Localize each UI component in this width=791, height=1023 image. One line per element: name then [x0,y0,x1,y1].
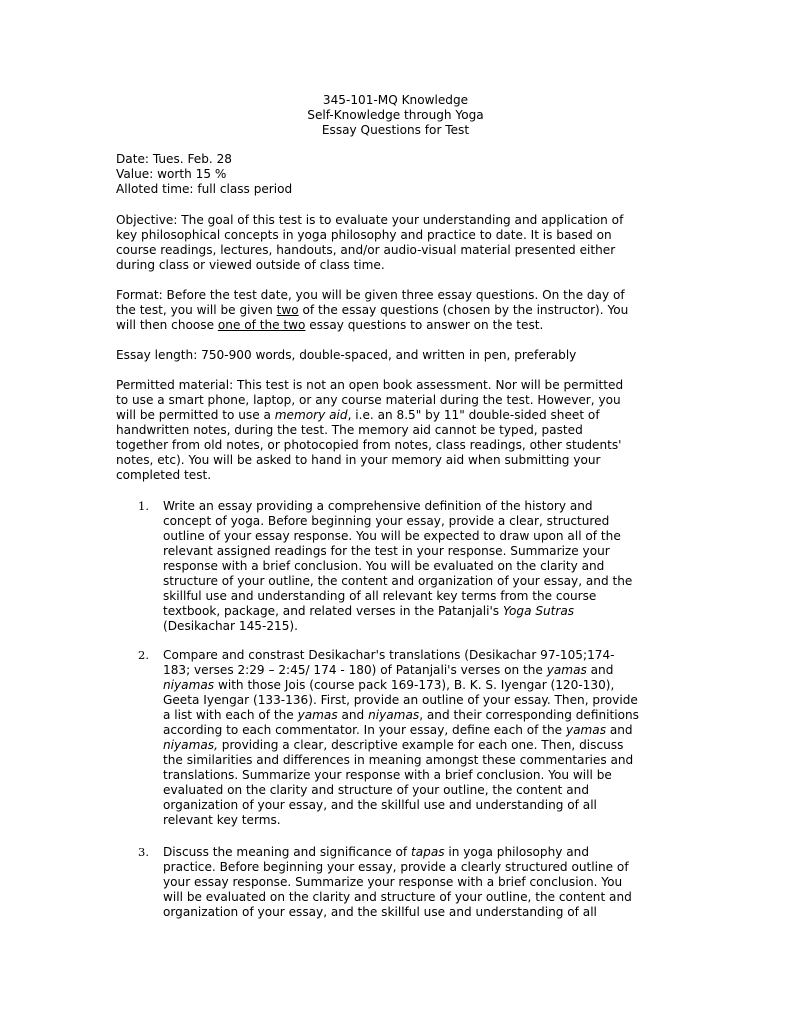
test-value: Value: worth 15 % [116,167,227,181]
objective-line: during class or viewed outside of class time. [116,258,385,272]
objective-paragraph [116,213,646,273]
objective-line: course readings, lectures, handouts, and/or audio-visual material presented either [116,243,616,257]
test-time: Alloted time: full class period [116,182,293,196]
format-line: will then choose one of the two essay questions to answer on the test. [116,318,544,332]
test-date: Date: Tues. Feb. 28 [116,152,232,166]
question-text: Write an essay providing a comprehensive definition of the history and concept of yoga. Before beginning your essay, provide a clear, structured outline of your essay response. You will be expected to draw upon all of the relevant assigned readings for the test in your response. Summarize your response with a brief conclusion. You will be evaluated on the clarity and structure of your outline, the content and organization of your essay, and the skillful use and understanding of all relevant key terms from the course textbook, package, and related verses in the Patanjali's Yoga Sutras (Desikachar 145-215). [163,499,633,633]
essay-length: Essay length: 750-900 words, double-spaced, and written in pen, preferably [116,348,577,362]
test-info [116,152,646,197]
objective-line: Objective: The goal of this test is to evaluate your understanding and application of [116,213,624,227]
question-number: 1. [138,499,149,513]
document-header [0,93,791,138]
objective-line: key philosophical concepts in yoga philosophy and practice to date. It is based on [116,228,612,242]
question-text: Compare and constrast Desikachar's translations (Desikachar 97-105;174- 183; verses 2:29 – 2:45/ 174 - 180) of Patanjali's verses on the yamas and niyamas with those Jois (course pack 169-173), B. K. S. Iyengar (120-130), Geeta Iyengar (133-136). First, provide an outline of your essay. Then, provide a list with each of the yamas and niyamas, and their corresponding definitions according to each commentator. In your essay, define each of the yamas and niyamas, providing a clear, descriptive example for each one. Then, discuss the similarities and differences in meaning amongst these commentaries and translations. Summarize your response with a brief conclusion. You will be evaluated on the clarity and structure of your outline, the content and organization of your essay, and the skillful use and understanding of all relevant key terms. [163,648,639,827]
memory-aid-term: memory aid [274,408,348,422]
course-title: 345-101-MQ Knowledge [322,93,469,107]
question-text: Discuss the meaning and significance of tapas in yoga philosophy and practice. Before beginning your essay, provide a clearly structured outline of your essay response. Summarize your response with a brief conclusion. You will be evaluated on the clarity and structure of your outline, the content and organization of your essay, and the skillful use and understanding of all [163,845,632,919]
question-number: 3. [138,845,149,859]
permitted-paragraph: Permitted material: This test is not an open book assessment. Nor will be permitted to use a smart phone, laptop, or any course material during the test. However, you will be permitted to use a memory aid, i.e. an 8.5" by 11" double-sided sheet of handwritten notes, during the test. The memory aid cannot be typed, pasted together from old notes, or photocopied from notes, class readings, other students' notes, etc). You will be asked to hand in your memory aid when submitting your completed test. [116,378,624,482]
question-number: 2. [138,648,149,662]
underlined-one-of-two: one of the two [217,318,306,332]
underlined-two: two [276,303,299,317]
course-subtitle: Self-Knowledge through Yoga [307,108,484,122]
document-title: Essay Questions for Test [321,123,470,137]
format-line: Format: Before the test date, you will be given three essay questions. On the day of [116,288,625,302]
format-line: the test, you will be given two of the essay questions (chosen by the instructor). You [116,303,629,317]
format-paragraph [116,288,646,333]
